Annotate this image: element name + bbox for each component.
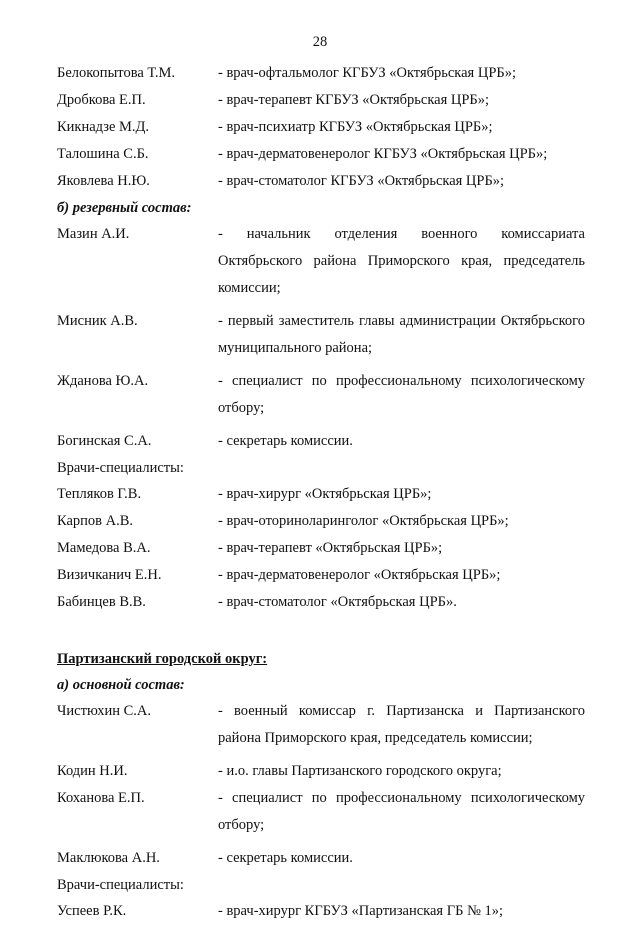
member-name: Талошина С.Б. xyxy=(57,146,149,162)
list-item xyxy=(57,114,585,141)
member-name: Дробкова Е.П. xyxy=(57,92,146,108)
list-item xyxy=(57,758,585,785)
member-name: Чистюхин С.А. xyxy=(57,703,152,719)
member-name: Жданова Ю.А. xyxy=(57,373,149,389)
list-item xyxy=(57,535,585,562)
list-item xyxy=(57,898,585,925)
member-role: - военный комиссар г. Партизанска и Партизанского района Приморского края, председатель комиссии; xyxy=(218,703,585,746)
member-name: Мисник А.В. xyxy=(57,313,138,329)
list-item xyxy=(57,141,585,168)
member-role: - врач-терапевт «Октябрьская ЦРБ»; xyxy=(218,540,443,556)
list-item xyxy=(57,698,585,752)
member-role: - врач-психиатр КГБУЗ «Октябрьская ЦРБ»; xyxy=(218,119,493,135)
member-name: Коханова Е.П. xyxy=(57,790,145,806)
list-item xyxy=(57,168,585,195)
page-number: 28 xyxy=(312,34,328,50)
list-item xyxy=(57,589,585,616)
member-role: - врач-дерматовенеролог «Октябрьская ЦРБ»; xyxy=(218,567,501,583)
member-role: - секретарь комиссии. xyxy=(218,433,353,449)
list-item xyxy=(57,428,585,455)
list-item xyxy=(57,368,585,422)
member-role: - врач-офтальмолог КГБУЗ «Октябрьская ЦРБ»; xyxy=(218,65,516,81)
member-role: - врач-дерматовенеролог КГБУЗ «Октябрьская ЦРБ»; xyxy=(218,146,548,162)
member-name: Бабинцев В.В. xyxy=(57,594,146,610)
member-role: - специалист по профессиональному психологическому отбору; xyxy=(218,790,585,833)
list-item xyxy=(57,87,585,114)
list-item xyxy=(57,60,585,87)
member-name: Карпов А.В. xyxy=(57,513,134,529)
member-role: - специалист по профессиональному психологическому отбору; xyxy=(218,373,585,416)
list-item xyxy=(57,508,585,535)
member-name: Кикнадзе М.Д. xyxy=(57,119,150,135)
list-item xyxy=(57,308,585,362)
list-item xyxy=(57,562,585,589)
member-role: - врач-стоматолог «Октябрьская ЦРБ». xyxy=(218,594,457,610)
member-role: - врач-оториноларинголог «Октябрьская ЦРБ»; xyxy=(218,513,509,529)
list-item xyxy=(57,481,585,508)
member-role: - врач-терапевт КГБУЗ «Октябрьская ЦРБ»; xyxy=(218,92,490,108)
member-name: Маклюкова А.Н. xyxy=(57,850,160,866)
member-role: - врач-хирург «Октябрьская ЦРБ»; xyxy=(218,486,432,502)
member-name: Мамедова В.А. xyxy=(57,540,151,556)
section-title: Партизанский городской округ: xyxy=(57,651,268,667)
list-item xyxy=(57,785,585,839)
member-role: - секретарь комиссии. xyxy=(218,850,353,866)
member-role: - начальник отделения военного комиссариата Октябрьского района Приморского края, председатель комиссии; xyxy=(218,226,585,296)
member-name: Тепляков Г.В. xyxy=(57,486,142,502)
list-item xyxy=(57,221,585,302)
member-name: Кодин Н.И. xyxy=(57,763,128,779)
member-name: Яковлева Н.Ю. xyxy=(57,173,150,189)
member-role: - врач-стоматолог КГБУЗ «Октябрьская ЦРБ»; xyxy=(218,173,505,189)
document-content xyxy=(57,60,585,925)
member-role: - врач-хирург КГБУЗ «Партизанская ГБ № 1»; xyxy=(218,903,504,919)
member-name: Визичканич Е.Н. xyxy=(57,567,162,583)
member-role: - первый заместитель главы администрации Октябрьского муниципального района; xyxy=(218,313,585,356)
specialists-label: Врачи-специалисты: xyxy=(57,877,184,893)
member-name: Богинская С.А. xyxy=(57,433,152,449)
reserve-composition-heading: б) резервный состав: xyxy=(57,200,192,216)
member-role: - и.о. главы Партизанского городского округа; xyxy=(218,763,502,779)
member-name: Успеев Р.К. xyxy=(57,903,127,919)
member-name: Мазин А.И. xyxy=(57,226,130,242)
specialists-label: Врачи-специалисты: xyxy=(57,460,184,476)
list-item xyxy=(57,845,585,872)
member-name: Белокопытова Т.М. xyxy=(57,65,175,81)
main-composition-heading: а) основной состав: xyxy=(57,677,185,693)
